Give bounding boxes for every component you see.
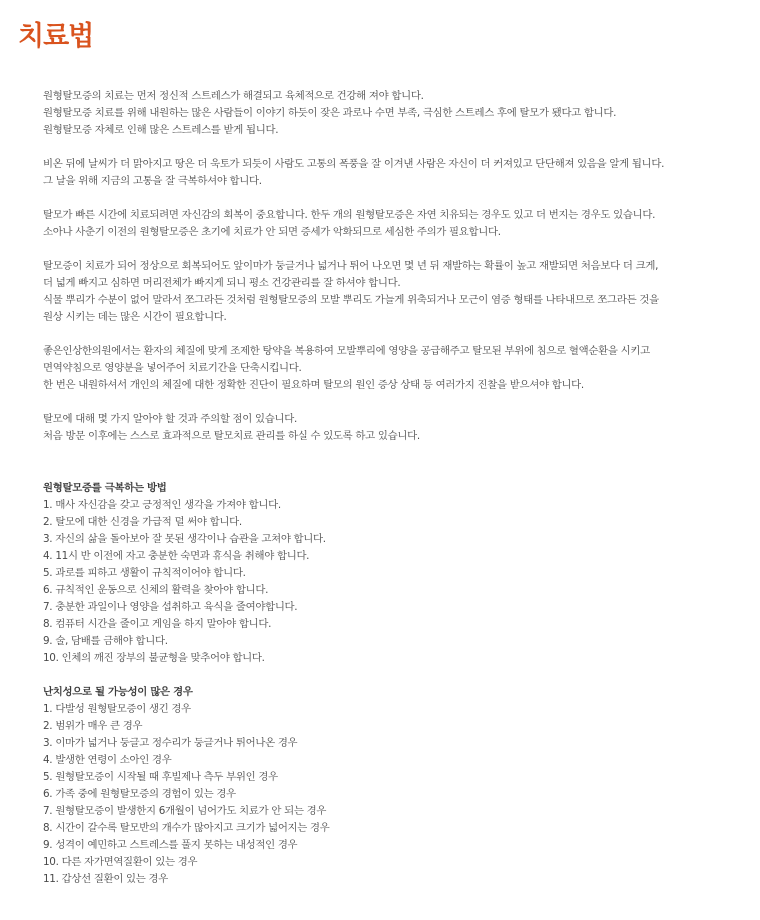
list-item: 6. 규칙적인 운동으로 신체의 활력을 찾아야 합니다. (43, 584, 269, 596)
paragraph-cautions (43, 411, 743, 445)
list-item: 10. 다른 자가면역질환이 있는 경우 (43, 856, 198, 868)
list-item: 6. 가족 중에 원형탈모증의 경험이 있는 경우 (43, 788, 236, 800)
text-line: 탈모가 빠른 시간에 치료되려면 자신감의 회복이 중요합니다. 한두 개의 원형탈모증은 자연 치유되는 경우도 있고 더 번지는 경우도 있습니다. (43, 209, 656, 221)
text-line: 처음 방문 이후에는 스스로 효과적으로 탈모치료 관리를 하실 수 있도록 하고 있습니다. (43, 430, 420, 442)
section-intractable (43, 684, 743, 888)
text-line: 식물 뿌리가 수분이 없어 말라서 쪼그라든 것처럼 원형탈모증의 모발 뿌리도 가늘게 위축되거나 모근이 염증 형태를 나타내므로 쪼그라든 것을 (43, 294, 659, 306)
overcome-list (43, 497, 743, 667)
list-item: 2. 범위가 매우 큰 경우 (43, 720, 143, 732)
paragraph-intro (43, 88, 743, 139)
paragraph-relapse (43, 258, 743, 326)
list-item: 7. 원형탈모증이 발생한지 6개월이 넘어가도 치료가 안 되는 경우 (43, 805, 327, 817)
text-line: 원형탈모증 자체로 인해 많은 스트레스를 받게 됩니다. (43, 124, 279, 136)
paragraph-overcome-pain (43, 156, 743, 190)
text-line: 원형탈모증의 치료는 먼저 정신적 스트레스가 해결되고 육체적으로 건강해 져야 합니다. (43, 90, 424, 102)
text-line: 원상 시키는 데는 많은 시간이 필요합니다. (43, 311, 227, 323)
text-line: 그 날을 위해 지금의 고통을 잘 극복하셔야 합니다. (43, 175, 262, 187)
list-item: 11. 갑상선 질환이 있는 경우 (43, 873, 169, 885)
list-item: 4. 11시 반 이전에 자고 충분한 숙면과 휴식을 취해야 합니다. (43, 550, 310, 562)
spacer (43, 462, 743, 480)
list-item: 4. 발생한 연령이 소아인 경우 (43, 754, 172, 766)
paragraph-clinic-treatment (43, 343, 743, 394)
list-item: 7. 충분한 과일이나 영양을 섭취하고 육식을 줄여야합니다. (43, 601, 298, 613)
list-item: 5. 원형탈모증이 시작될 때 후빌제나 측두 부위인 경우 (43, 771, 278, 783)
list-item: 10. 인체의 깨진 장부의 불균형을 맞추어야 합니다. (43, 652, 265, 664)
list-item: 3. 자신의 삶을 돌아보아 잘 못된 생각이나 습관을 고쳐야 합니다. (43, 533, 326, 545)
text-line: 원형탈모증 치료를 위해 내원하는 많은 사람들이 이야기 하듯이 잦은 과로나 수면 부족, 극심한 스트레스 후에 탈모가 됐다고 합니다. (43, 107, 617, 119)
list-item: 9. 술, 담배를 금해야 합니다. (43, 635, 168, 647)
text-line: 좋은인상한의원에서는 환자의 체질에 맞게 조제한 탕약을 복용하여 모발뿌리에 영양을 공급해주고 탈모된 부위에 침으로 혈액순환을 시키고 (43, 345, 650, 357)
list-item: 9. 성격이 예민하고 스트레스를 풀지 못하는 내성적인 경우 (43, 839, 298, 851)
text-line: 탈모증이 치료가 되어 정상으로 회복되어도 앞이마가 둥글거나 넓거나 튀어 나오면 몇 년 뒤 재발하는 확률이 높고 재발되면 처음보다 더 크게, (43, 260, 659, 272)
list-item: 8. 시간이 갈수록 탈모반의 개수가 많아지고 크기가 넓어지는 경우 (43, 822, 330, 834)
text-line: 한 번은 내원하셔서 개인의 체질에 대한 정확한 진단이 필요하며 탈모의 원인 증상 상태 등 여러가지 진찰을 받으셔야 합니다. (43, 379, 584, 391)
text-line: 면역약침으로 영양분을 넣어주어 치료기간을 단축시킵니다. (43, 362, 302, 374)
page-title: 치료법 (18, 21, 94, 52)
text-line: 소아나 사춘기 이전의 원형탈모증은 초기에 치료가 안 되면 증세가 악화되므로 세심한 주의가 필요합니다. (43, 226, 501, 238)
list-item: 1. 다발성 원형탈모증이 생긴 경우 (43, 703, 191, 715)
paragraph-confidence (43, 207, 743, 241)
list-item: 8. 컴퓨터 시간을 줄이고 게임을 하지 말아야 합니다. (43, 618, 272, 630)
text-line: 탈모에 대해 몇 가지 알아야 할 것과 주의할 점이 있습니다. (43, 413, 297, 425)
list-item: 1. 매사 자신감을 갖고 긍정적인 생각을 가져야 합니다. (43, 499, 281, 511)
list-item: 2. 탈모에 대한 신경을 가급적 덜 써야 합니다. (43, 516, 242, 528)
article-body (43, 88, 743, 905)
intractable-list (43, 701, 743, 888)
section-overcome (43, 480, 743, 667)
text-line: 비온 뒤에 날씨가 더 맑아지고 땅은 더 욱토가 되듯이 사람도 고통의 폭풍을 잘 이겨낸 사람은 자신이 더 커져있고 단단해져 있음을 알게 됩니다. (43, 158, 665, 170)
section-heading: 원형탈모증를 극복하는 방법 (43, 482, 167, 494)
text-line: 더 넓게 빠지고 심하면 머리전체가 빠지게 되니 평소 건강관리를 잘 하셔야 합니다. (43, 277, 401, 289)
list-item: 5. 과로를 피하고 생활이 규칙적이어야 합니다. (43, 567, 246, 579)
list-item: 3. 이마가 넓거나 둥글고 정수리가 둥글거나 튀어나온 경우 (43, 737, 298, 749)
section-heading: 난치성으로 될 가능성이 많은 경우 (43, 686, 193, 698)
